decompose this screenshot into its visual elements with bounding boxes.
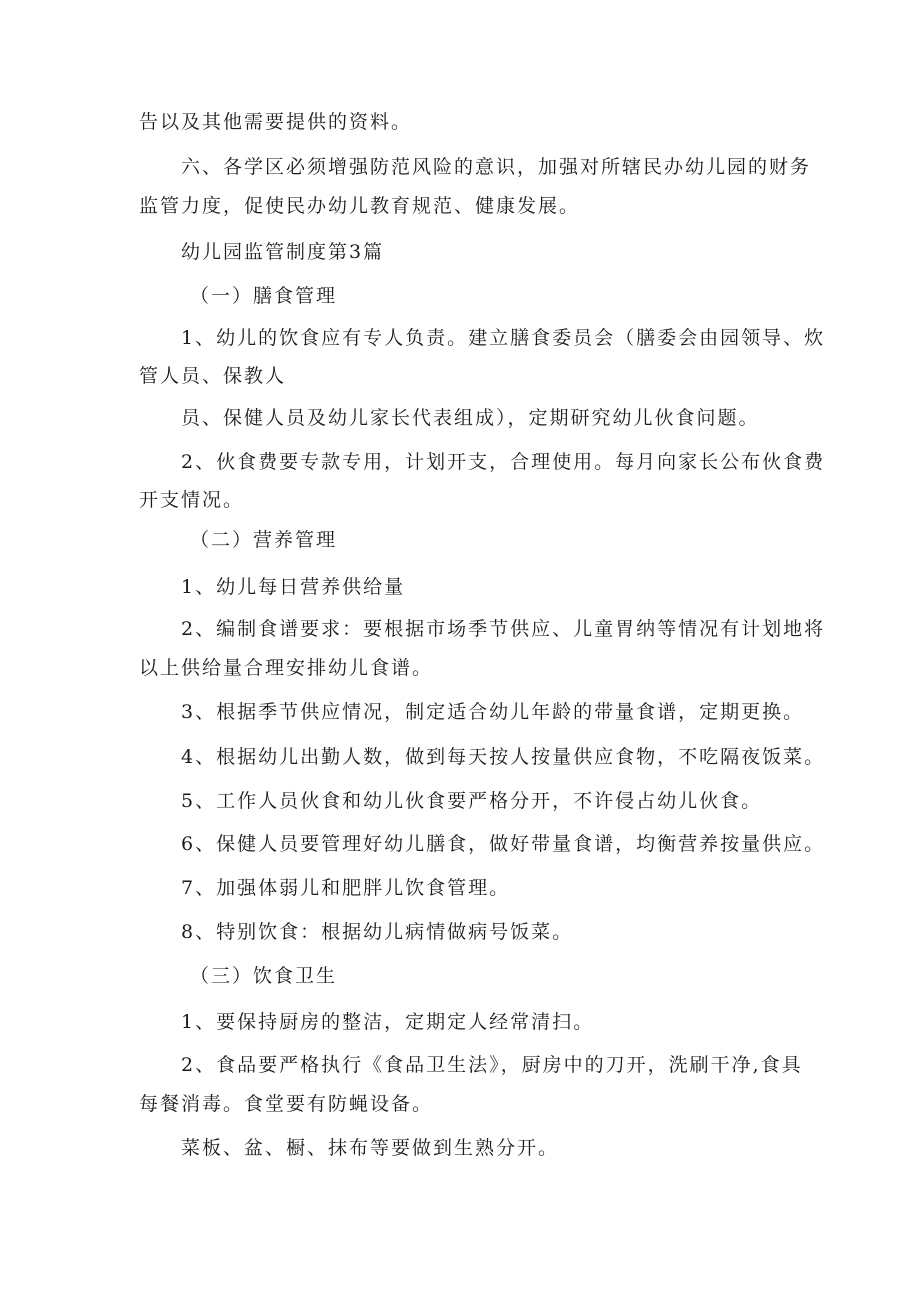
subsection-heading: （三）饮食卫生 [190, 965, 338, 987]
subsection-heading: （一）膳食管理 [190, 285, 338, 307]
paragraph-line: 开支情况。 [139, 489, 245, 511]
paragraph-line: 菜板、盆、橱、抹布等要做到生熟分开。 [181, 1137, 560, 1159]
paragraph-line: 7、加强体弱儿和肥胖儿饮食管理。 [181, 877, 511, 899]
paragraph-line: 2、伙食费要专款专用，计划开支，合理使用。每月向家长公布伙食费 [181, 451, 826, 473]
paragraph-line: 2、食品要严格执行《食品卫生法》，厨房中的刀开，洗刷干净,食具 [181, 1054, 803, 1076]
paragraph-line: 5、工作人员伙食和幼儿伙食要严格分开，不许侵占幼儿伙食。 [181, 790, 763, 812]
paragraph-line: 监管力度，促使民办幼儿教育规范、健康发展。 [139, 195, 581, 217]
paragraph-line: 3、根据季节供应情况，制定适合幼儿年龄的带量食谱，定期更换。 [181, 701, 805, 723]
paragraph-line: 以上供给量合理安排幼儿食谱。 [139, 657, 434, 679]
paragraph-line: 管人员、保教人 [139, 365, 287, 387]
paragraph-line: 1、幼儿的饮食应有专人负责。建立膳食委员会（膳委会由园领导、炊 [181, 327, 826, 349]
paragraph-line: 六、各学区必须增强防范风险的意识，加强对所辖民办幼儿园的财务 [181, 156, 812, 178]
section-heading: 幼儿园监管制度第3篇 [181, 241, 385, 263]
paragraph-line: 6、保健人员要管理好幼儿膳食，做好带量食谱，均衡营养按量供应。 [181, 833, 826, 855]
paragraph-line: 员、保健人员及幼儿家长代表组成），定期研究幼儿伙食问题。 [181, 407, 760, 429]
paragraph-line: 4、根据幼儿出勤人数，做到每天按人按量供应食物，不吃隔夜饭菜。 [181, 746, 826, 768]
paragraph-line: 2、编制食谱要求：要根据市场季节供应、儿童胃纳等情况有计划地将 [181, 618, 826, 640]
paragraph-line: 1、要保持厨房的整洁，定期定人经常清扫。 [181, 1011, 595, 1033]
subsection-heading: （二）营养管理 [190, 529, 338, 551]
paragraph-line: 8、特别饮食：根据幼儿病情做病号饭菜。 [181, 921, 574, 943]
paragraph-line: 1、幼儿每日营养供给量 [181, 576, 406, 598]
paragraph-line: 每餐消毒。食堂要有防蝇设备。 [139, 1093, 434, 1115]
paragraph-line: 告以及其他需要提供的资料。 [139, 111, 413, 133]
